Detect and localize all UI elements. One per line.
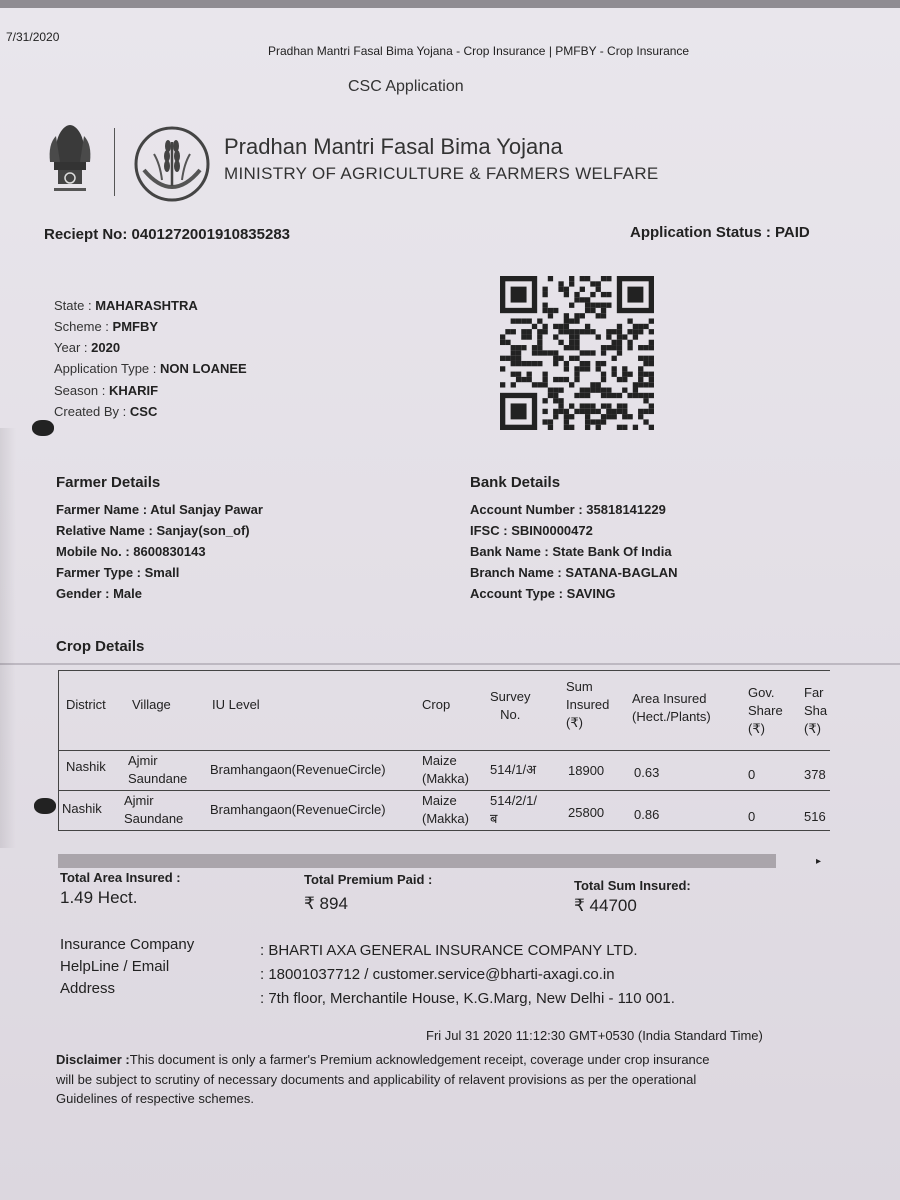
receipt-value: 0401272001910835283 xyxy=(131,226,291,243)
status-label: Application Status : xyxy=(630,224,771,241)
info-year: Year : 2020 xyxy=(54,340,121,355)
receipt-sheet: 7/31/2020 Pradhan Mantri Fasal Bima Yojana - Crop Insurance | PMFBY - Crop Insurance CSC Application Pradhan Mantri Fasal Bima Yojana MINISTRY OF AGRICULTURE & FARMERS WELFARE Reciept No: 0401272001910835283 Application Status : PAID State : MAHARASHTRA Scheme : PMFBY Year : 2020 Application Type : NON LOANEE Season : KHARIF Created By : CSC Farmer Details Farmer Name : Atul Sanjay Pawar Relative Name : Sanjay(son_of) Mobile No. : 8600830143 Farmer Type : Small Gender : Male Bank Details Account Number : 35818141229 IFSC : SBIN0000472 Bank Name : State Bank Of India Branch Name : SATANA-BAGLAN Account Type : SAVING Crop Details District Village IU Level Crop Survey No. Sum Insured (₹) Area Insured (Hect./Plants) Gov. Share (₹) Far Sha (₹) Nashik Ajmir Saundane Bramhangaon(RevenueCircle) Maize (Makka) 514/1/अ 18900 0.63 0 378 Nashik Ajmir Saundane Bramhangaon(RevenueCircle) Maize (Makka) 514/2/1/ ब 25800 0.86 0 516 ▸ Total Area Insured : 1.49 Hect. Total Premium Paid : ₹ 894 Total Sum Insured: ₹ 44700 Insurance Company : BHARTI AXA GENERAL INSURANCE COMPANY LTD. HelpLine / Email : 18001037712 / customer.service@bharti-axagi.co.in Address : 7th floor, Merchantile House, K.G.Marg, New Delhi - 110 001. Fri Jul 31 2020 11:12:30 GMT+0530 (India Standard Time) Disclaimer :This document is only a farmer's Premium acknowledgement receipt, coverage under crop insurance will be subject to scrutiny of necessary documents and applicability of relavent provisions as per the operational Guidelines of respective schemes. xyxy=(0,8,900,1200)
qr-code xyxy=(500,276,654,430)
paper-punch-hole xyxy=(32,420,54,436)
col-header-gov-share: Gov. Share (₹) xyxy=(748,685,783,736)
info-created-by: Created By : CSC xyxy=(54,404,158,419)
col-header-area-insured: Area Insured (Hect./Plants) xyxy=(632,691,711,724)
col-header-village: Village xyxy=(132,697,171,712)
gender: Gender : Male xyxy=(56,586,142,601)
total-area-label: Total Area Insured : xyxy=(60,870,181,885)
table-horizontal-scrollbar[interactable] xyxy=(58,854,776,868)
ifsc-code: IFSC : SBIN0000472 xyxy=(470,523,593,538)
receipt-number xyxy=(44,226,290,243)
total-premium-value: ₹ 894 xyxy=(304,894,348,913)
mobile-number: Mobile No. : 8600830143 xyxy=(56,544,206,559)
account-number: Account Number : 35818141229 xyxy=(470,502,666,517)
app-title: CSC Application xyxy=(348,78,464,95)
relative-name: Relative Name : Sanjay(son_of) xyxy=(56,523,250,538)
col-header-sum-insured: Sum Insured (₹) xyxy=(566,679,610,730)
print-date: 7/31/2020 xyxy=(6,30,60,44)
bank-details-title: Bank Details xyxy=(470,474,561,491)
branch-name: Branch Name : SATANA-BAGLAN xyxy=(470,565,678,580)
col-header-farmer-share: Far Sha (₹) xyxy=(804,685,828,736)
insurance-company-label: Insurance Company xyxy=(60,936,195,953)
insurance-company-value: : BHARTI AXA GENERAL INSURANCE COMPANY LTD. xyxy=(260,942,638,959)
col-header-crop: Crop xyxy=(422,697,451,712)
scroll-right-arrow-icon[interactable]: ▸ xyxy=(816,856,822,867)
total-area-value: 1.49 Hect. xyxy=(60,888,138,907)
disclaimer-line-2: will be subject to scrutiny of necessary documents and applicability of relavent provisions as per the operational xyxy=(56,1072,697,1087)
info-season: Season : KHARIF xyxy=(54,383,159,398)
application-status xyxy=(630,224,810,241)
col-header-district: District xyxy=(66,697,106,712)
farmer-details-title: Farmer Details xyxy=(56,474,161,491)
status-value: PAID xyxy=(775,224,810,241)
total-sum-value: ₹ 44700 xyxy=(574,896,637,915)
paper-punch-hole xyxy=(34,798,56,814)
generated-timestamp: Fri Jul 31 2020 11:12:30 GMT+0530 (India Standard Time) xyxy=(426,1028,763,1043)
helpline-value: : 18001037712 / customer.service@bharti-axagi.co.in xyxy=(260,966,615,983)
page-header-caption: Pradhan Mantri Fasal Bima Yojana - Crop Insurance | PMFBY - Crop Insurance xyxy=(268,44,690,58)
info-state: State : MAHARASHTRA xyxy=(54,298,198,313)
crop-details-title: Crop Details xyxy=(56,638,145,655)
receipt-label: Reciept No: xyxy=(44,226,128,243)
disclaimer-label: Disclaimer : xyxy=(56,1052,130,1067)
paper-edge-shadow xyxy=(0,428,16,848)
national-emblem-icon xyxy=(40,112,100,198)
total-premium-label: Total Premium Paid : xyxy=(304,872,433,887)
ministry-name: MINISTRY OF AGRICULTURE & FARMERS WELFARE xyxy=(224,164,659,183)
info-scheme: Scheme : PMFBY xyxy=(54,319,159,334)
address-value: : 7th floor, Merchantile House, K.G.Marg, New Delhi - 110 001. xyxy=(260,990,675,1007)
bank-name: Bank Name : State Bank Of India xyxy=(470,544,672,559)
logo-divider xyxy=(114,128,115,196)
total-sum-label: Total Sum Insured: xyxy=(574,878,691,893)
farmer-type: Farmer Type : Small xyxy=(56,565,180,580)
farmer-name: Farmer Name : Atul Sanjay Pawar xyxy=(56,502,263,517)
info-application-type: Application Type : NON LOANEE xyxy=(54,361,247,376)
paper-fold-line xyxy=(0,663,900,665)
disclaimer-line-1: Disclaimer :This document is only a farmer's Premium acknowledgement receipt, coverage under crop insurance xyxy=(56,1052,710,1067)
col-header-iu-level: IU Level xyxy=(212,697,260,712)
account-type: Account Type : SAVING xyxy=(470,586,616,601)
pmfby-wheat-logo-icon xyxy=(132,124,212,204)
brand-title: Pradhan Mantri Fasal Bima Yojana xyxy=(224,134,563,159)
address-label: Address xyxy=(60,980,116,997)
col-header-survey: Survey No. xyxy=(490,689,531,722)
disclaimer-line-3: Guidelines of respective schemes. xyxy=(56,1091,254,1106)
helpline-label: HelpLine / Email xyxy=(60,958,170,975)
